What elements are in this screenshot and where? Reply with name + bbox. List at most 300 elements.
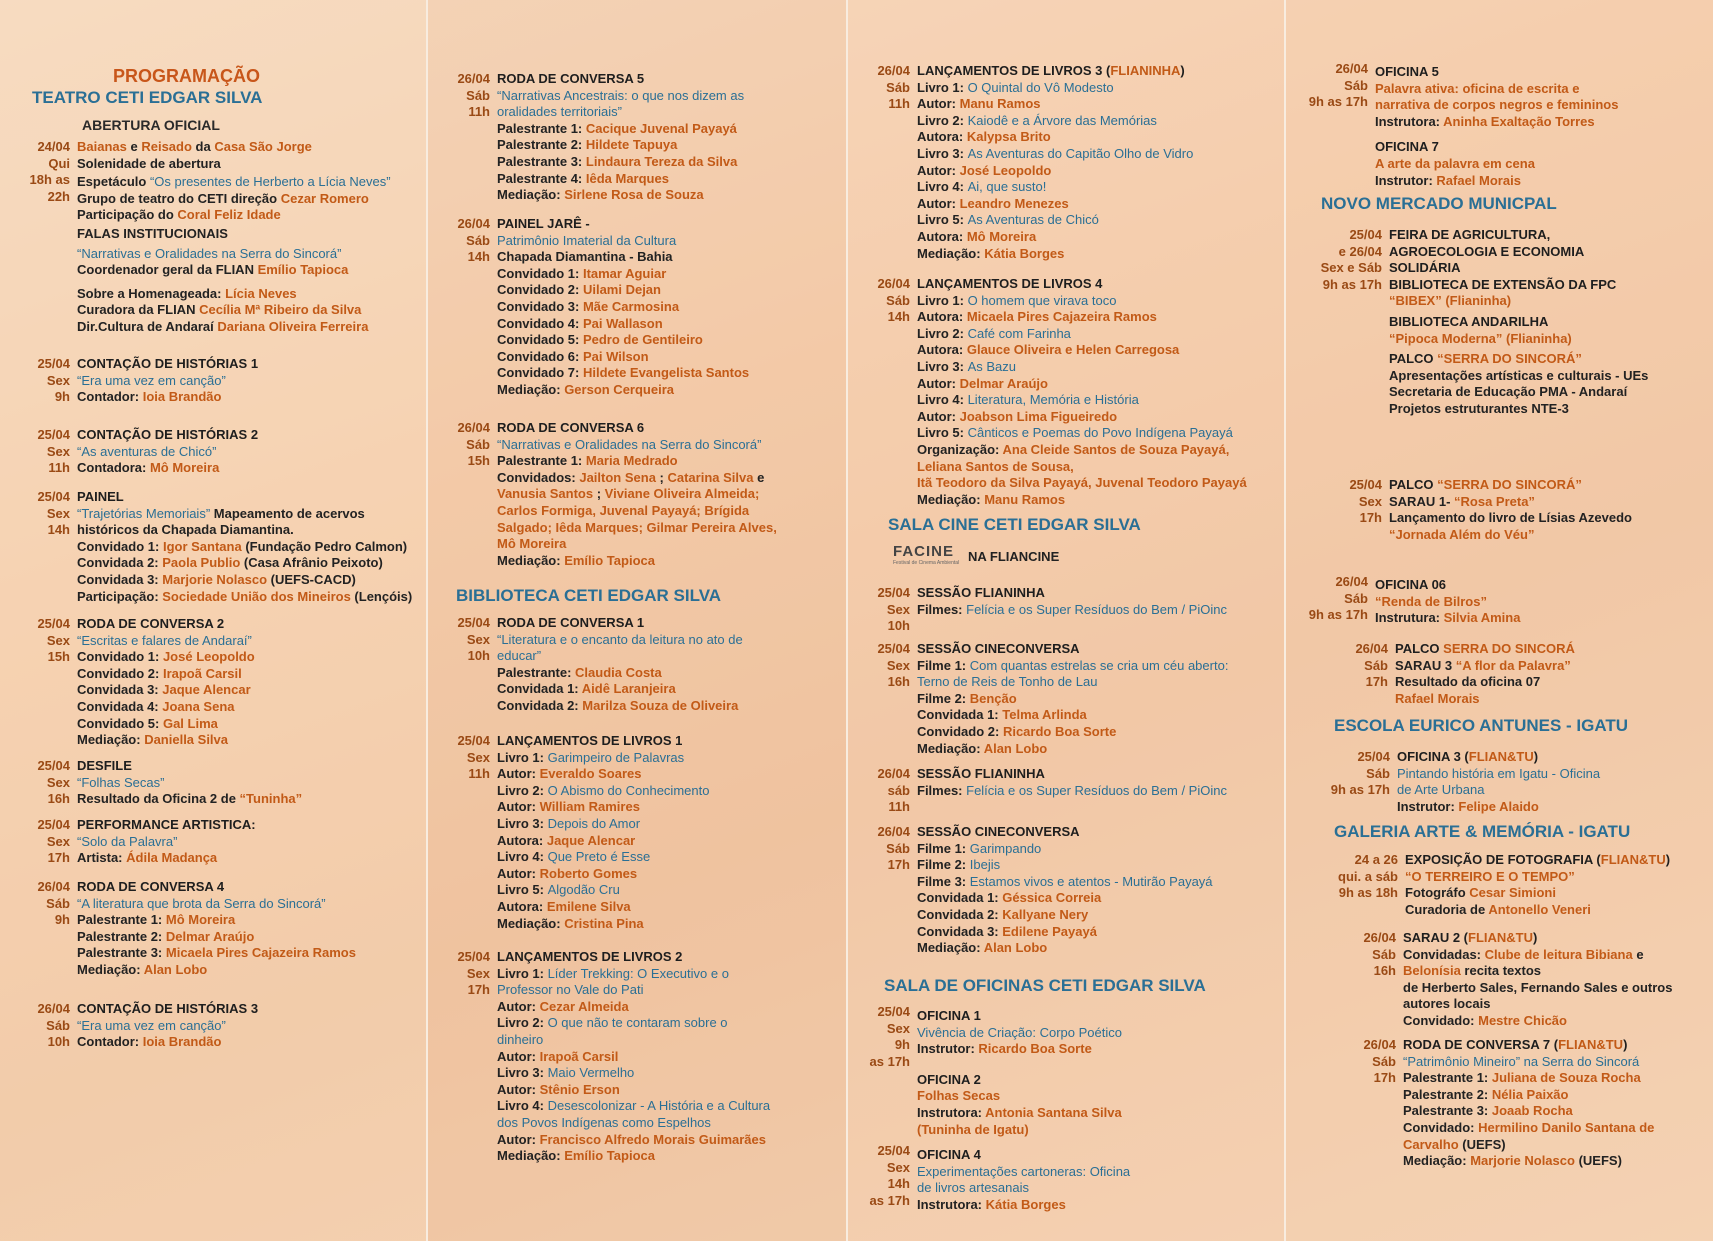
text: 16h — [47, 791, 70, 807]
text: educar” — [497, 648, 542, 664]
text: Artista: — [77, 850, 127, 866]
text: SESSÃO FLIANINHA — [917, 585, 1045, 600]
text: Grupo de teatro do CETI direção — [77, 190, 281, 206]
event-oficina-3 — [1300, 749, 1710, 815]
entry-value: Emilene Silva — [546, 898, 631, 914]
text: 25/04 — [37, 489, 70, 504]
text: PALCO — [1389, 477, 1438, 492]
text: 17h — [1359, 510, 1382, 526]
text: e — [126, 139, 142, 154]
text: Vivência de Criação: Corpo Poético — [917, 1024, 1122, 1040]
entry-value: Manu Ramos — [984, 491, 1066, 507]
text: 14h — [887, 309, 910, 325]
text: (Tuninha de Igatu) — [917, 1121, 1029, 1137]
text: (Lençóis) — [350, 588, 413, 604]
entry-line — [917, 146, 1278, 163]
text: Stênio Erson — [539, 1081, 620, 1097]
text: Patrimônio Imaterial da Cultura — [497, 232, 677, 248]
text: “A flor da Palavra” — [1455, 657, 1571, 673]
text: A arte da palavra em cena — [1375, 155, 1535, 171]
text: 14h — [47, 522, 70, 538]
text: “Rosa Preta” — [1454, 493, 1535, 509]
text: Festival de Cinema Ambiental — [893, 560, 960, 566]
entry-value: Joabson Lima Figueiredo — [959, 408, 1118, 424]
text: O que não te contaram sobre o — [547, 1015, 728, 1031]
text: Ádila Madança — [126, 850, 218, 866]
text: Desescolonizar - A História e a Cultura — [547, 1098, 771, 1114]
venue-oficinas: SALA DE OFICINAS CETI EDGAR SILVA — [884, 976, 1206, 995]
event-sarau-3 — [1300, 641, 1710, 707]
text: Kátia Borges — [985, 1196, 1066, 1212]
text: 22h — [47, 188, 70, 204]
entry-value: Mô Moreira — [966, 228, 1037, 244]
entry-line — [497, 833, 840, 850]
entry-label: Autor: — [497, 865, 540, 881]
text: Contadora: — [77, 460, 150, 476]
text: dos Povos Indígenas como Espelhos — [497, 1114, 711, 1130]
text: Antonello Veneri — [1488, 901, 1591, 917]
text: 25/04 — [37, 758, 70, 773]
entry-line — [917, 425, 1278, 442]
text: Sex — [46, 774, 70, 790]
text: Aninha Exaltação Torres — [1443, 113, 1595, 129]
text: “Trajetórias Memoriais” — [77, 505, 211, 521]
text: Filme 1: — [917, 840, 970, 856]
text: SARAU 2 ( — [1403, 930, 1469, 945]
text: Mapeamento de acervos — [210, 505, 365, 521]
venue-cine: SALA CINE CETI EDGAR SILVA — [888, 515, 1141, 534]
text: “Os presentes de Herberto a Lícia Neves” — [149, 174, 391, 190]
text: Líder Trekking: O Executivo e o — [547, 965, 729, 981]
text: 25/04 — [37, 356, 70, 371]
event-roda-4 — [20, 879, 426, 979]
text: Convidada 4: — [77, 698, 163, 714]
text: Convidado 1: — [77, 538, 163, 554]
text: 9h — [894, 1037, 910, 1053]
text: Alan Lobo — [983, 940, 1048, 956]
entry-label: Livro 5: — [497, 882, 548, 898]
entry-label: Livro 3: — [917, 358, 968, 374]
text: “Era uma vez em canção” — [77, 372, 226, 388]
venue-galeria: GALERIA ARTE & MEMÓRIA - IGATU — [1334, 822, 1631, 841]
text: 26/04 — [1335, 61, 1368, 76]
entry-value: Cristina Pina — [564, 915, 644, 931]
text: Convidada 1: — [917, 890, 1003, 906]
text: Convidado 1: — [77, 649, 163, 665]
text: Felícia e os Super Resíduos do Bem / PiOinc — [966, 782, 1227, 798]
text: 26/04 — [877, 276, 910, 291]
text: Convidado 2: — [917, 723, 1003, 739]
text: Pintando história em Igatu - Oficina — [1397, 765, 1601, 781]
text: Sáb — [886, 79, 910, 95]
text: Livro 3: — [497, 1065, 548, 1081]
entry-value: Kalypsa Brito — [966, 129, 1051, 145]
text: Lançamento do livro de Lísias Azevedo — [1389, 510, 1632, 526]
text: de Arte Urbana — [1397, 782, 1485, 798]
text: Palestrante 3: — [497, 153, 586, 169]
entry-line — [917, 392, 1278, 409]
text: José Leopoldo — [162, 649, 255, 665]
text: LANÇAMENTOS DE LIVROS 3 ( — [917, 63, 1111, 78]
text: Folhas Secas — [917, 1088, 1001, 1104]
text: Benção — [969, 690, 1017, 706]
entry-label: Autora: — [917, 129, 967, 145]
text: Palestrante 1: — [1403, 1070, 1492, 1086]
event-exposicao — [1300, 852, 1710, 918]
event-painel-jare — [440, 216, 840, 399]
text: Convidado: — [1403, 1119, 1479, 1135]
entry-label: Livro 1: — [917, 79, 968, 95]
text: CONTAÇÃO DE HISTÓRIAS 1 — [77, 356, 259, 371]
text: Daniella Silva — [144, 732, 229, 748]
text: Clube de leitura Bibiana — [1484, 946, 1633, 962]
text: Sáb — [46, 1017, 70, 1033]
text: CONTAÇÃO DE HISTÓRIAS 3 — [77, 1001, 259, 1016]
text: Joaab Rocha — [1491, 1103, 1573, 1119]
text: narrativa de corpos negros e femininos — [1375, 97, 1619, 113]
entry-value: Everaldo Soares — [539, 766, 642, 782]
text: Jaque Alencar — [162, 682, 251, 698]
text: Mô Moreira — [149, 460, 220, 476]
entry-value: Ai, que susto! — [967, 179, 1047, 195]
text: (UEFS) — [1574, 1153, 1622, 1169]
text: SOLIDÁRIA — [1389, 260, 1461, 276]
text: (Flianinha) — [1502, 330, 1572, 346]
event-sessao-flianinha-1 — [858, 585, 1278, 635]
entry-line — [917, 163, 1278, 180]
text: Com quantas estrelas se cria um céu aberto: — [969, 657, 1229, 673]
text: “SERRA DO SINCORÁ” — [1437, 351, 1582, 367]
text: LANÇAMENTOS DE LIVROS 1 — [497, 733, 683, 748]
text: as 17h — [869, 1053, 910, 1069]
text: na Serra do Sincorá — [1520, 1053, 1640, 1069]
event-roda-2 — [20, 616, 426, 749]
entry-line — [917, 293, 1278, 310]
text: Mediação: — [497, 381, 565, 397]
text: Ricardo Boa Sorte — [1002, 723, 1117, 739]
entry-line — [917, 246, 1278, 263]
text: Marjorie Nolasco — [162, 571, 268, 587]
text: de Herberto Sales, Fernando Sales e outros — [1403, 979, 1673, 995]
text: “A literatura que brota da Serra do Sincorá” — [77, 895, 326, 911]
text: OFICINA 7 — [1375, 139, 1439, 155]
entry-label: Autor: — [917, 408, 960, 424]
entry-label: Livro 2: — [917, 112, 968, 128]
entry-line — [917, 179, 1278, 196]
text: Sex — [886, 1020, 910, 1036]
text: RODA DE CONVERSA 6 — [497, 420, 645, 435]
text: (Casa Afrânio Peixoto) — [240, 555, 383, 571]
text: Felícia e os Super Resíduos do Bem / PiOinc — [966, 601, 1227, 617]
entry-line — [917, 212, 1278, 229]
text: 26/04 — [37, 879, 70, 894]
text: Sex — [466, 631, 490, 647]
text: RODA DE CONVERSA 2 — [77, 616, 225, 631]
text: ) — [1180, 63, 1185, 78]
text: 17h — [1373, 1070, 1396, 1086]
entry-value: Café com Farinha — [967, 325, 1071, 341]
entry-line — [917, 229, 1278, 246]
text: ) — [1533, 930, 1538, 945]
text: 25/04 — [457, 949, 490, 964]
entry-value: O homem que virava toco — [967, 292, 1117, 308]
text: OFICINA 06 — [1375, 577, 1447, 592]
text: Mediação: — [497, 187, 565, 203]
text: Hildete Tapuya — [585, 137, 678, 153]
entry-label: Autora: — [497, 832, 547, 848]
text: Gal Lima — [162, 715, 218, 731]
entry-label: Autor: — [497, 766, 540, 782]
facine-logo — [893, 543, 959, 566]
text: Viviane Oliveira Almeida; — [604, 486, 760, 502]
text: FALAS INSTITUCIONAIS — [77, 225, 228, 241]
text: 25/04 — [457, 733, 490, 748]
text: 17h — [47, 850, 70, 866]
entry-value: O Abismo do Conhecimento — [547, 782, 710, 798]
entry-label: Livro 1: — [497, 749, 548, 765]
text: Itamar Aguiar — [582, 265, 667, 281]
text: Sociedade União dos Mineiros — [162, 588, 351, 604]
entry-label: Autor: — [917, 375, 960, 391]
text: Curadoria de — [1405, 901, 1489, 917]
text: “Pipoca Moderna” — [1389, 330, 1503, 346]
text: Lícia Neves — [225, 285, 297, 301]
text: Filme 3: — [917, 873, 970, 889]
text: Silvia Amina — [1443, 610, 1521, 626]
text: Estamos vivos e atentos - Mutirão Payayá — [969, 873, 1213, 889]
text: Convidado 5: — [77, 715, 163, 731]
programacao-title: PROGRAMAÇÃO — [113, 66, 260, 86]
text: Hermilino Danilo Santana de — [1478, 1119, 1655, 1135]
text: 26/04 — [37, 1001, 70, 1016]
venue-teatro: TEATRO CETI EDGAR SILVA — [32, 88, 263, 107]
text: Sirlene Rosa de Souza — [564, 187, 704, 203]
event-cineconversa-1 — [858, 641, 1278, 757]
text: Sex — [46, 833, 70, 849]
entry-value: Kátia Borges — [984, 245, 1065, 261]
text: Emílio Tapioca — [564, 552, 655, 568]
event-roda-6 — [440, 420, 840, 569]
text: 25/04 — [1349, 227, 1382, 242]
text: SARAU 3 — [1395, 657, 1456, 673]
text: OFICINA 5 — [1375, 64, 1439, 79]
text: 24 a 26 — [1354, 852, 1398, 867]
text: Participação: — [77, 588, 163, 604]
text: (Flianinha) — [1441, 293, 1512, 309]
text: ) — [1623, 1037, 1628, 1052]
text: Livro 4: — [497, 1098, 548, 1114]
text: PAINEL — [77, 489, 124, 504]
text: 16h — [1373, 963, 1396, 979]
text: AGROECOLOGIA E ECONOMIA — [1389, 243, 1585, 259]
text: 10h — [467, 648, 490, 664]
text: Pai Wallason — [582, 315, 663, 331]
text: Cesar Simioni — [1469, 885, 1556, 901]
text: sáb — [887, 782, 910, 798]
event-oficina-1-2 — [858, 1004, 1278, 1138]
text: Irapoã Carsil — [162, 665, 242, 681]
text: Chapada Diamantina - Bahia — [497, 249, 673, 265]
event-sarau-1 — [1300, 477, 1710, 543]
text: BIBLIOTECA DE EXTENSÃO DA FPC — [1389, 276, 1617, 292]
text: Palestrante 2: — [497, 137, 586, 153]
text: 9h — [54, 912, 70, 928]
text: “SERRA DO SINCORÁ” — [1437, 477, 1582, 492]
entry-value: Ana Cleide Santos de Souza Payayá, — [1002, 441, 1230, 457]
text: Convidada 2: — [77, 555, 163, 571]
text: Reisado — [141, 139, 192, 154]
text: Ricardo Boa Sorte — [978, 1041, 1092, 1057]
entry-label: Livro 2: — [917, 325, 968, 341]
text: Sáb — [1372, 1053, 1396, 1069]
text: 10h — [47, 1034, 70, 1050]
na-fliancine: NA FLIANCINE — [968, 549, 1060, 564]
entry-label: Autora: — [917, 342, 967, 358]
entry-label: Autora: — [917, 228, 967, 244]
text: dinheiro — [497, 1031, 544, 1047]
text: Convidado 1: — [497, 265, 583, 281]
text: Sex — [46, 505, 70, 521]
entry-label: Livro 1: — [917, 292, 968, 308]
text: Mediação: — [77, 732, 145, 748]
entry-label: Autora: — [917, 309, 967, 325]
venue-mercado: NOVO MERCADO MUNICPAL — [1321, 194, 1557, 213]
text: Mô Moreira — [497, 536, 567, 552]
text: Mãe Carmosina — [582, 298, 680, 314]
text: Instrutura: — [1375, 610, 1444, 626]
text: OFICINA 2 — [917, 1071, 981, 1087]
text: SESSÃO CINECONVERSA — [917, 824, 1080, 839]
text: Sex — [1358, 493, 1382, 509]
text: Curadora da FLIAN — [77, 302, 200, 318]
text: RODA DE CONVERSA 4 — [77, 879, 225, 894]
text: Garimpando — [969, 840, 1042, 856]
entry-value: José Leopoldo — [959, 162, 1052, 178]
text: FACINE — [893, 543, 955, 560]
event-contacao-3 — [20, 1001, 426, 1051]
entry-label: Autora: — [497, 898, 547, 914]
abertura-oficial: ABERTURA OFICIAL — [82, 117, 220, 133]
text: RODA DE CONVERSA 1 — [497, 615, 645, 630]
text: Rafael Morais — [1395, 690, 1480, 706]
text: Sáb — [886, 840, 910, 856]
text: Filme 2: — [917, 857, 970, 873]
entry-line — [917, 409, 1278, 426]
text: “Narrativas e Oralidades na Serra do Sincorá” — [77, 245, 342, 261]
entry-line — [917, 326, 1278, 343]
text: “Narrativas e Oralidades na Serra do Sincorá” — [497, 436, 762, 452]
text: “Tuninha” — [239, 791, 303, 807]
text: Lindaura Tereza da Silva — [585, 153, 738, 169]
text: Resultado da oficina 07 — [1395, 674, 1541, 690]
text: Convidado 4: — [497, 315, 583, 331]
text: SARAU 1- — [1389, 493, 1455, 509]
text: 11h — [468, 766, 490, 782]
entry-value: Garimpeiro de Palavras — [547, 749, 685, 765]
text: recita textos — [1460, 963, 1541, 979]
text: Livro 1: — [497, 965, 548, 981]
text: da — [191, 139, 215, 154]
text: Resultado da Oficina 2 de — [77, 791, 240, 807]
entry-line — [917, 113, 1278, 130]
text: Antonia Santana Silva — [985, 1104, 1122, 1120]
text: 9h as 17h — [1308, 607, 1368, 623]
text: 24/04 — [37, 139, 70, 154]
text: “BIBEX” — [1389, 293, 1442, 309]
text: Catarina Silva — [667, 469, 754, 485]
text: “Patrimônio Mineiro” — [1403, 1053, 1521, 1069]
venue-biblioteca: BIBLIOTECA CETI EDGAR SILVA — [456, 586, 722, 605]
text: FLIAN&TU — [1600, 852, 1666, 867]
text: Convidada 2: — [917, 906, 1003, 922]
entry-line — [917, 359, 1278, 376]
text: Instrutor: — [1375, 172, 1437, 188]
text: Coordenador geral da FLIAN — [77, 262, 258, 278]
text: Sex — [466, 749, 490, 765]
text: FLIANINHA — [1110, 63, 1181, 78]
text: Cezar Almeida — [539, 998, 629, 1014]
text: PALCO — [1395, 641, 1444, 656]
entry-line — [917, 342, 1278, 359]
text: EXPOSIÇÃO DE FOTOGRAFIA ( — [1405, 852, 1601, 867]
text: 26/04 — [1355, 641, 1388, 656]
text: 25/04 — [37, 427, 70, 442]
text: CONTAÇÃO DE HISTÓRIAS 2 — [77, 427, 259, 442]
text: históricos da Chapada Diamantina. — [77, 522, 294, 538]
text: Contador: — [77, 1034, 143, 1050]
text: 17h — [1365, 674, 1388, 690]
text: Vanusia Santos — [497, 486, 594, 502]
event-oficina-4 — [858, 1143, 1278, 1213]
text: Marilza Souza de Oliveira — [582, 697, 739, 713]
entry-line — [917, 475, 1278, 492]
entry-line — [497, 816, 840, 833]
text: BIBLIOTECA ANDARILHA — [1389, 313, 1549, 329]
text: Edilene Payayá — [1002, 923, 1097, 939]
text: Iêda Marques — [585, 170, 669, 186]
text: Experimentações cartoneras: Oficina — [917, 1163, 1131, 1179]
text: 9h as 17h — [1308, 94, 1368, 110]
text: 16h — [887, 674, 910, 690]
entry-line — [917, 96, 1278, 113]
entry-label: Autor: — [917, 195, 960, 211]
entry-line — [917, 459, 1278, 476]
entry-value: Depois do Amor — [547, 815, 641, 831]
text: Filme 1: — [917, 657, 970, 673]
text: 15h — [47, 649, 70, 665]
text: Convidado: — [1403, 1012, 1479, 1028]
text: 25/04 — [1357, 749, 1390, 764]
text: LANÇAMENTOS DE LIVROS 2 — [497, 949, 683, 964]
text: Nélia Paixão — [1491, 1086, 1569, 1102]
text: 17h — [467, 982, 490, 998]
text: 26/04 — [1363, 1037, 1396, 1052]
text: Palestrante: — [497, 664, 576, 680]
text: Convidados: — [497, 469, 580, 485]
text: Sáb — [466, 436, 490, 452]
text: Palestrante 1: — [497, 453, 586, 469]
text: “O TERREIRO E O TEMPO” — [1405, 868, 1575, 884]
entry-label: Mediação: — [917, 491, 985, 507]
venue-escola: ESCOLA EURICO ANTUNES - IGATU — [1334, 716, 1629, 735]
entry-label: Livro 4: — [917, 179, 968, 195]
text: 11h — [468, 104, 490, 120]
text: 18h as — [29, 172, 70, 188]
text: Instrutora: — [1375, 113, 1444, 129]
text: Sáb — [1366, 765, 1390, 781]
entry-value: Delmar Araújo — [959, 375, 1048, 391]
text: Ioia Brandão — [142, 1034, 222, 1050]
